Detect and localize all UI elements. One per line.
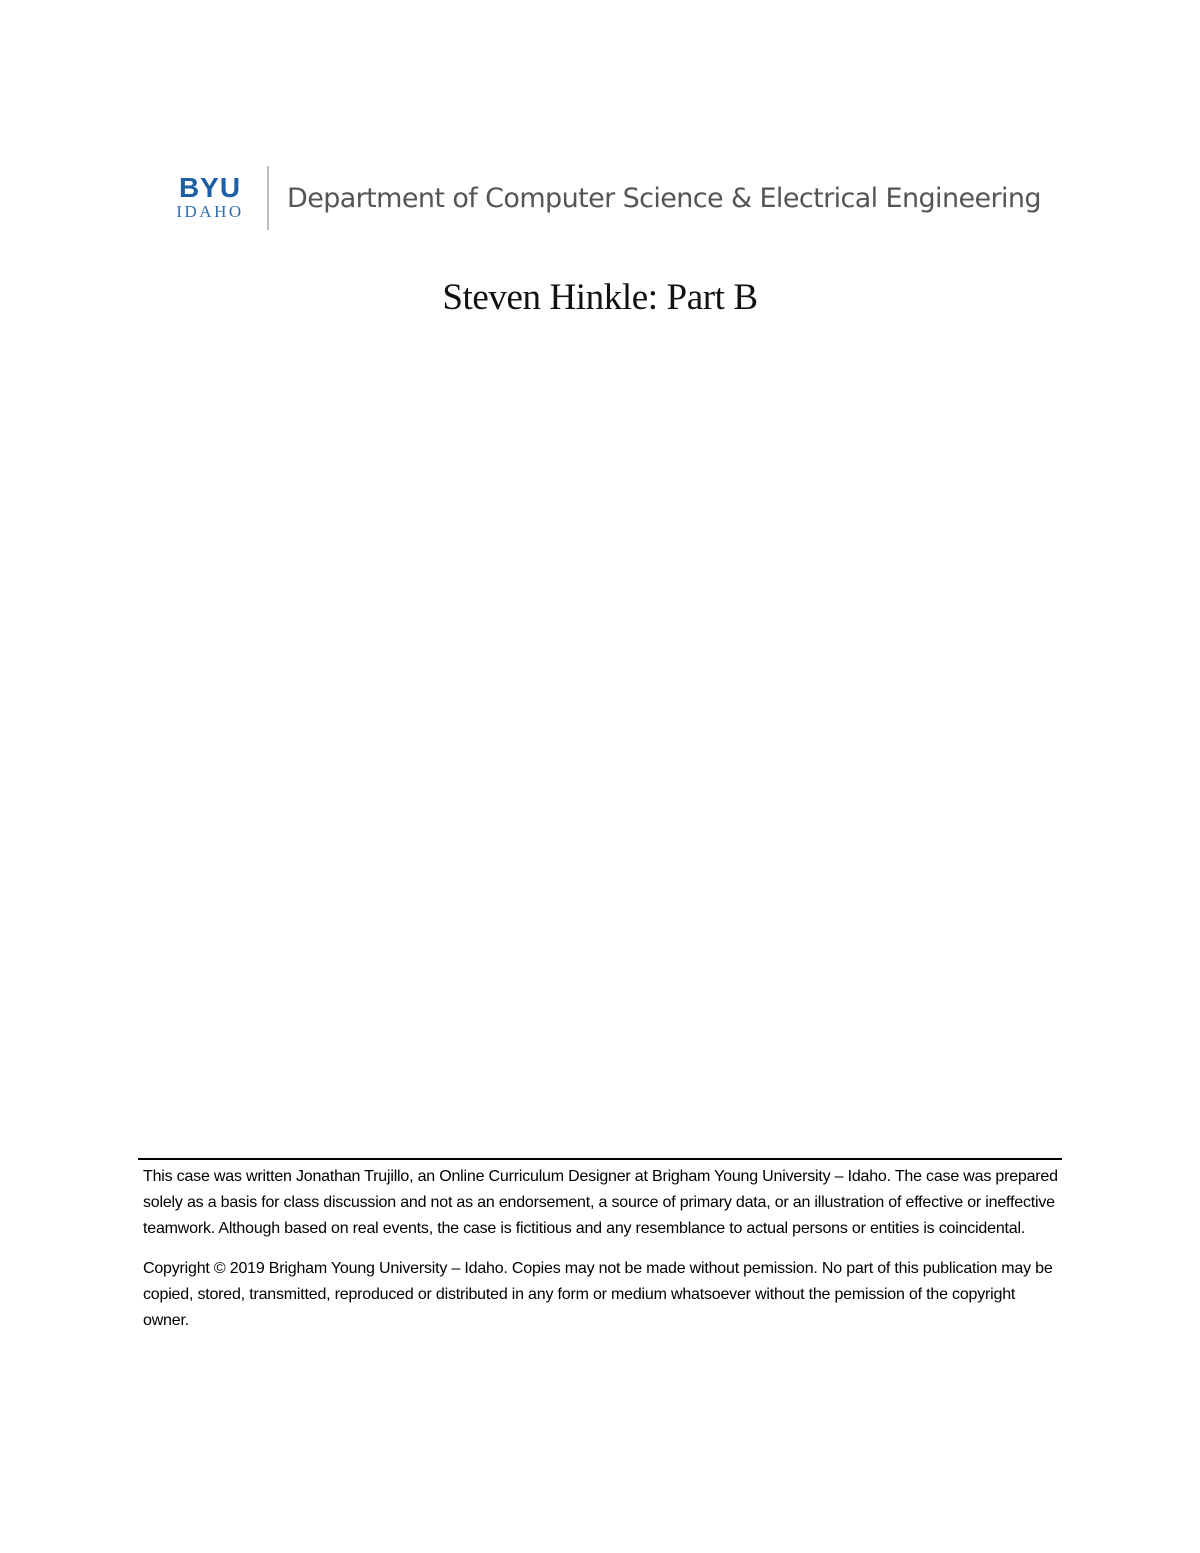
byu-idaho-logo — [172, 164, 248, 232]
logo-byu-text: BYU — [178, 171, 242, 203]
department-name: Department of Computer Science & Electrical Engineering — [287, 182, 1041, 214]
footer-rule — [138, 1158, 1062, 1160]
disclaimer-text: This case was written Jonathan Trujillo, an Online Curriculum Designer at Brigham Young University – Idaho. The case was prepared solely as a basis for class discussion and not as an endorsement, a source of primary data, or an illustration of effective or ineffective teamwork. Although based on real events, the case is fictitious and any resemblance to actual persons or entities is coincidental. — [143, 1168, 1058, 1237]
document-title: Steven Hinkle: Part B — [442, 277, 758, 318]
logo-idaho-text: IDAHO — [176, 201, 244, 221]
footer — [138, 1158, 1062, 1334]
copyright-text: Copyright © 2019 Brigham Young University – Idaho. Copies may not be made without pemission. No part of this publication may be copied, stored, transmitted, reproduced or distributed in any form or medium whatsoever without the pemission of the copyright owner. — [143, 1260, 1053, 1329]
logo-divider — [267, 166, 269, 230]
page-header — [172, 164, 1041, 232]
